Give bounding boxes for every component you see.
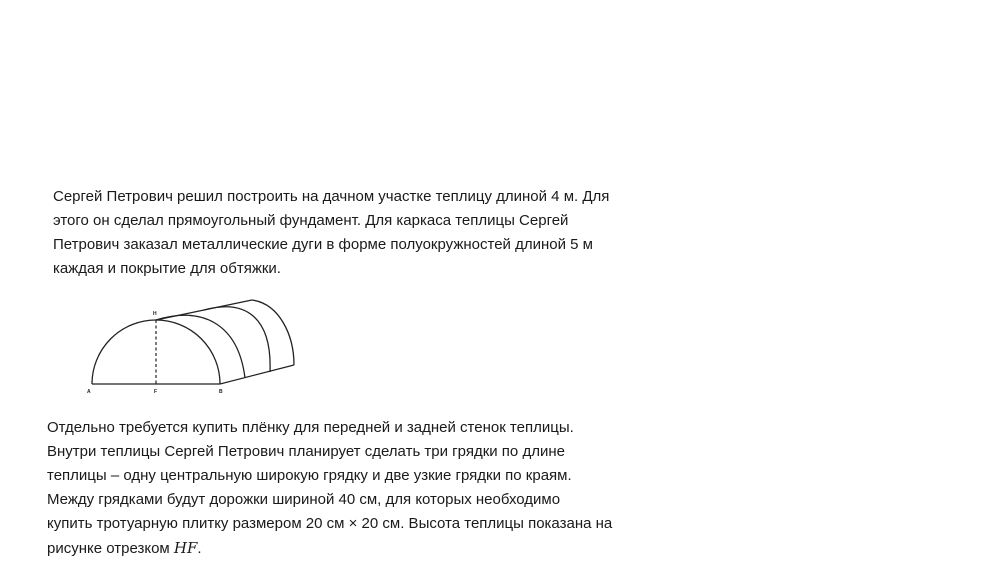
label-f: F	[154, 389, 158, 395]
last-line-period: .	[197, 540, 202, 557]
text-line: купить тротуарную плитку размером 20 см × 20 см. Высота теплицы показана на	[47, 515, 613, 532]
label-a: A	[87, 389, 91, 395]
text-line: каждая и покрытие для обтяжки.	[53, 260, 281, 277]
text-line: Между грядками будут дорожки шириной 40 см, для которых необходимо	[47, 491, 561, 508]
middle-arch-2	[204, 307, 270, 372]
text-line: этого он сделал прямоугольный фундамент. Для каркаса теплицы Сергей	[53, 212, 569, 229]
back-arch	[252, 300, 294, 365]
problem-paragraph-2	[47, 416, 707, 561]
text-line: Отдельно требуется купить плёнку для передней и задней стенок теплицы.	[47, 419, 574, 436]
label-b: B	[219, 389, 223, 395]
base-line-side	[220, 365, 294, 384]
label-h: H	[153, 311, 157, 317]
text-line-last	[47, 536, 707, 561]
last-line-text: рисунке отрезком	[47, 540, 174, 557]
problem-paragraph-1	[53, 185, 703, 281]
front-arch	[92, 320, 220, 384]
text-line: Сергей Петрович решил построить на дачном участке теплицу длиной 4 м. Для	[53, 188, 610, 205]
text-line: Петрович заказал металлические дуги в форме полуокружностей длиной 5 м	[53, 236, 593, 253]
text-line: теплицы – одну центральную широкую грядку и две узкие грядки по краям.	[47, 467, 572, 484]
text-line: Внутри теплицы Сергей Петрович планирует сделать три грядки по длине	[47, 443, 565, 460]
middle-arch-1	[156, 315, 245, 378]
greenhouse-figure	[80, 296, 305, 400]
segment-hf: HF	[173, 539, 198, 557]
